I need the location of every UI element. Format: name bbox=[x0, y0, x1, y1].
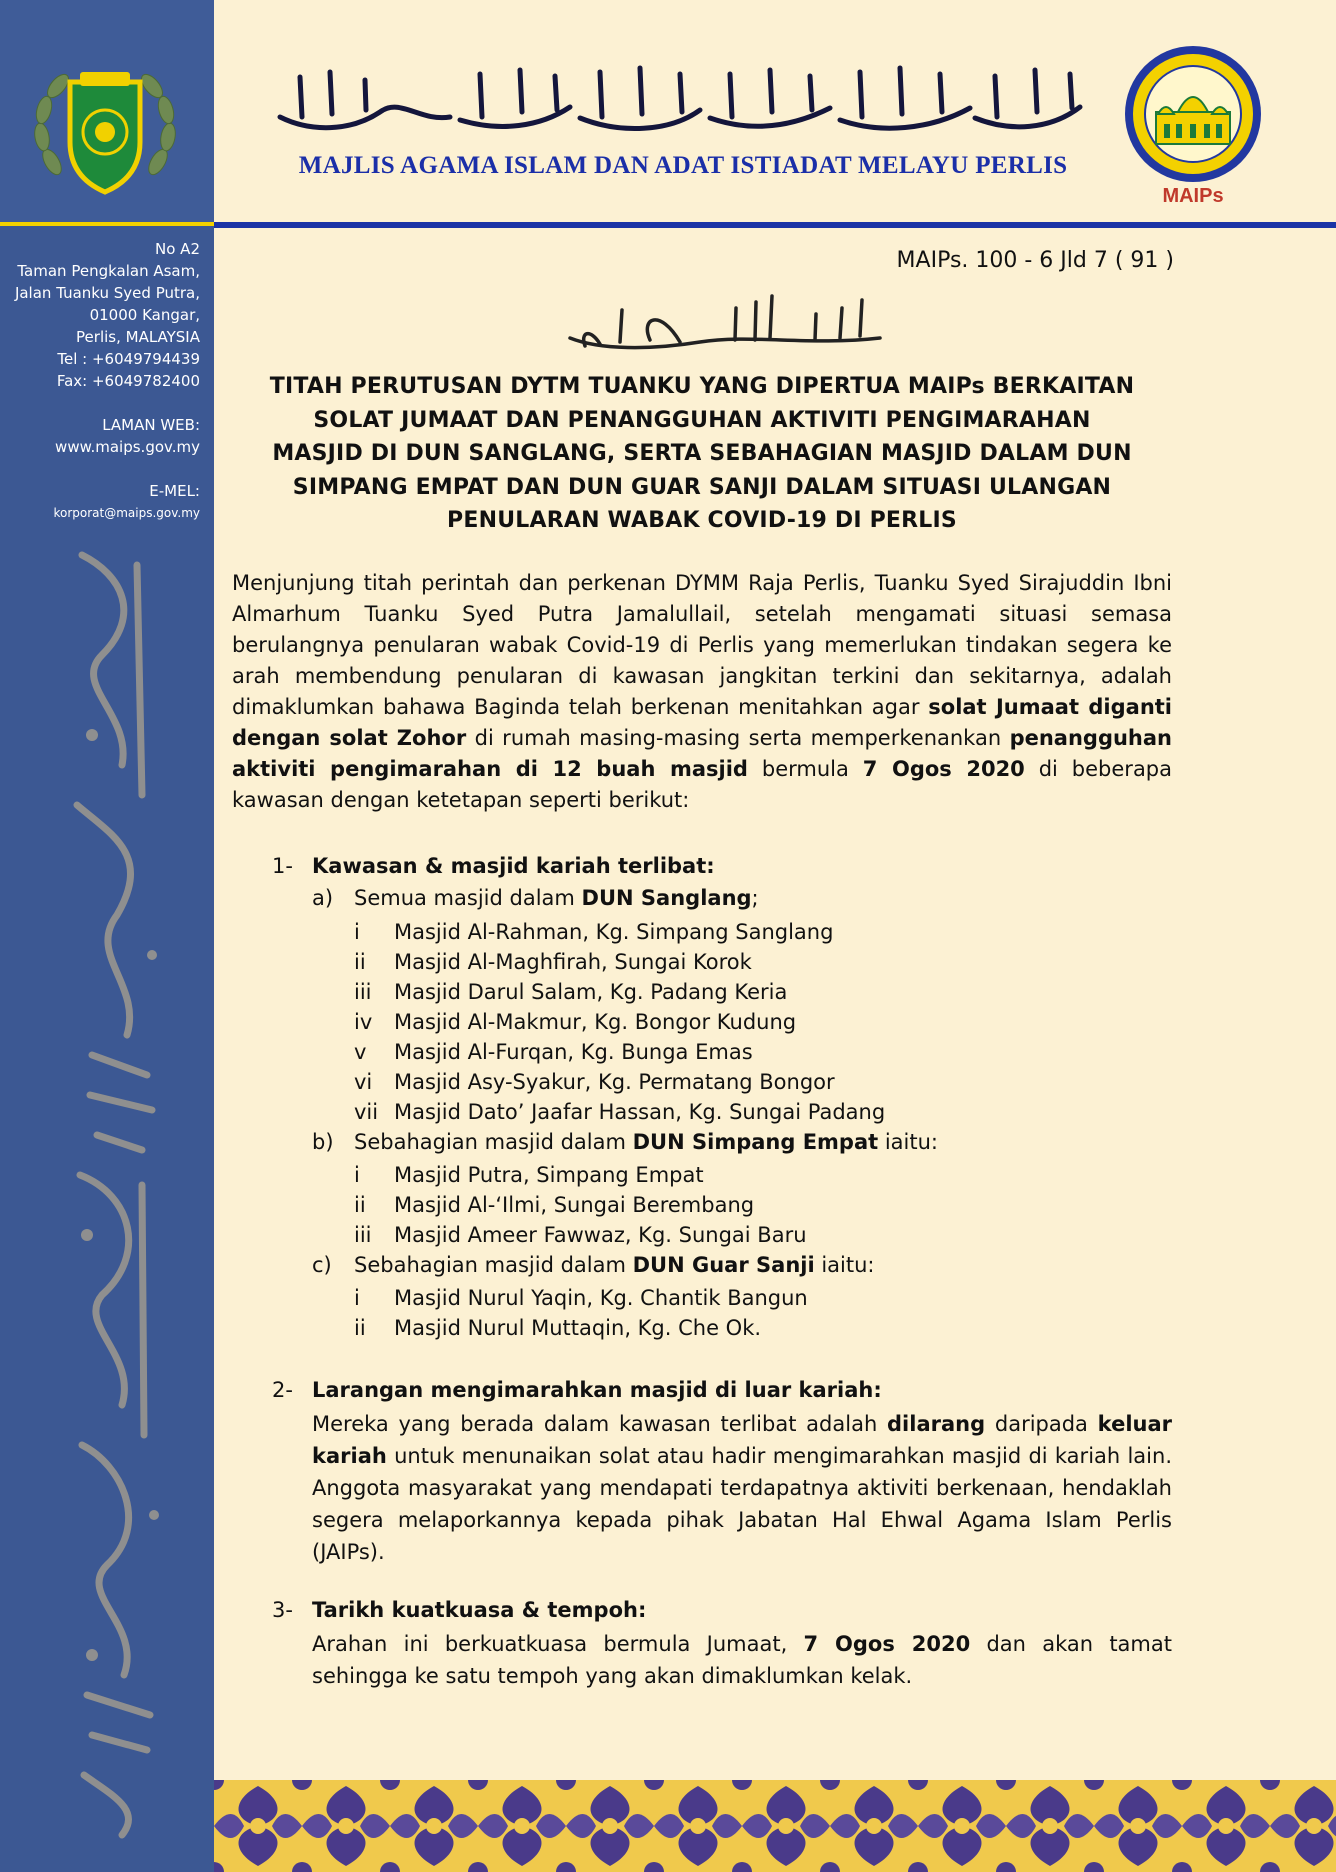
address-line: No A2 bbox=[155, 240, 200, 258]
list-item: i Masjid Nurul Yaqin, Kg. Chantik Bangun bbox=[354, 1286, 808, 1310]
sidebar bbox=[0, 0, 214, 1872]
section-3-title: Tarikh kuatkuasa & tempoh: bbox=[312, 1598, 647, 1622]
sidebar-yellow-rule bbox=[0, 222, 214, 226]
fax: Fax: +6049782400 bbox=[56, 372, 200, 390]
list-item: v Masjid Al-Furqan, Kg. Bunga Emas bbox=[354, 1040, 753, 1064]
list-item: i Masjid Al-Rahman, Kg. Simpang Sanglang bbox=[354, 920, 834, 944]
section-1-title: Kawasan & masjid kariah terlibat: bbox=[312, 854, 715, 878]
list-item: ii Masjid Nurul Muttaqin, Kg. Che Ok. bbox=[354, 1316, 762, 1340]
list-item: i Masjid Putra, Simpang Empat bbox=[354, 1163, 704, 1187]
section-2-paragraph: Mereka yang berada dalam kawasan terlibat adalah dilarang daripada keluar kariah untuk menunaikan solat atau hadir mengimarahkan masjid di kariah lain. Anggota masyarakat yang mendapati terdapatnya aktiviti berkenaan, hendaklah segera melaporkannya kepada pihak Jabatan Hal Ehwal Agama Islam Perlis (JAIPs). bbox=[312, 1412, 1172, 1564]
address-line: Taman Pengkalan Asam, bbox=[17, 262, 200, 280]
document-heading bbox=[232, 370, 1172, 538]
heading-line: SIMPANG EMPAT DAN DUN GUAR SANJI DALAM SITUASI ULANGAN bbox=[292, 474, 1112, 500]
heading-line: SOLAT JUMAAT DAN PENANGGUHAN AKTIVITI PENGIMARAHAN bbox=[313, 407, 1091, 433]
sublist-b: b) Sebahagian masjid dalam DUN Simpang Empat iaitu: bbox=[312, 1130, 939, 1154]
list-item: vii Masjid Dato’ Jaafar Hassan, Kg. Sungai Padang bbox=[354, 1100, 886, 1124]
list-item: vi Masjid Asy-Syakur, Kg. Permatang Bongor bbox=[354, 1070, 835, 1094]
section-3-number: 3- bbox=[272, 1598, 293, 1622]
contact-block bbox=[0, 238, 200, 524]
heading-line: MASJID DI DUN SANGLANG, SERTA SEBAHAGIAN MASJID DALAM DUN bbox=[272, 441, 1132, 466]
email-link[interactable]: korporat@maips.gov.my bbox=[53, 506, 200, 520]
header-divider bbox=[214, 222, 1336, 228]
address-line: Jalan Tuanku Syed Putra, bbox=[14, 284, 200, 302]
sublist-a: a) Semua masjid dalam DUN Sanglang; bbox=[312, 886, 759, 910]
web-link[interactable]: www.maips.gov.my bbox=[55, 438, 200, 456]
list-item: iv Masjid Al-Makmur, Kg. Bongor Kudung bbox=[354, 1010, 797, 1034]
sublist-c: c) Sebahagian masjid dalam DUN Guar Sanji iaitu: bbox=[312, 1253, 875, 1277]
section-3-paragraph: Arahan ini berkuatkuasa bermula Jumaat, 7 Ogos 2020 dan akan tamat sehingga ke satu tempoh yang akan dimaklumkan kelak. bbox=[312, 1632, 1172, 1688]
jawi-calligraphy-icon bbox=[62, 535, 172, 1849]
council-name: MAJLIS AGAMA ISLAM DAN ADAT ISTIADAT MELAYU PERLIS bbox=[298, 152, 1068, 179]
section-2-title: Larangan mengimarahkan masjid di luar kariah: bbox=[312, 1378, 882, 1402]
intro-paragraph: Menjunjung titah perintah dan perkenan DYMM Raja Perlis, Tuanku Syed Sirajuddin Ibni Almarhum Tuanku Syed Putra Jamalullail, setelah mengamati situasi semasa berulangnya penularan wabak Covid-19 di Perlis yang memerlukan tindakan segera ke arah membendung penularan di kawasan jangkitan terkini dan sekitarnya, adalah dimaklumkan bahawa Baginda telah berkenan menitahkan agar solat Jumaat diganti dengan solat Zohor di rumah masing-masing serta memperkenankan penangguhan aktiviti pengimarahan di 12 buah masjid bermula 7 Ogos 2020 di beberapa kawasan dengan ketetapan seperti berikut: bbox=[232, 571, 1173, 812]
list-item: ii Masjid Al-Maghfirah, Sungai Korok bbox=[354, 950, 752, 974]
reference-number: MAIPs. 100 - 6 Jld 7 ( 91 ) bbox=[896, 248, 1174, 273]
list-item: ii Masjid Al-‘Ilmi, Sungai Berembang bbox=[354, 1193, 755, 1217]
jawi-calligraphy-icon bbox=[270, 62, 1090, 146]
maips-logo-icon bbox=[1118, 42, 1268, 218]
logo-label: MAIPs bbox=[1162, 185, 1224, 207]
section-1-number: 1- bbox=[272, 854, 293, 878]
list-item: iii Masjid Darul Salam, Kg. Padang Keria bbox=[354, 980, 788, 1004]
tel: Tel : +6049794439 bbox=[57, 350, 200, 368]
section-2-number: 2- bbox=[272, 1378, 293, 1402]
heading-line: TITAH PERUTUSAN DYTM TUANKU YANG DIPERTUA MAIPs BERKAITAN bbox=[269, 374, 1135, 399]
heading-line: PENULARAN WABAK COVID-19 DI PERLIS bbox=[447, 508, 957, 533]
bismillah-calligraphy-icon bbox=[560, 288, 900, 364]
email-label: E-MEL: bbox=[149, 482, 200, 500]
footer-ornament-pattern bbox=[214, 1780, 1336, 1872]
list-item: iii Masjid Ameer Fawwaz, Kg. Sungai Baru bbox=[354, 1223, 807, 1247]
state-crest-icon bbox=[30, 62, 180, 206]
address-line: 01000 Kangar, bbox=[89, 306, 200, 324]
address-line: Perlis, MALAYSIA bbox=[76, 328, 200, 346]
web-label: LAMAN WEB: bbox=[102, 416, 200, 434]
